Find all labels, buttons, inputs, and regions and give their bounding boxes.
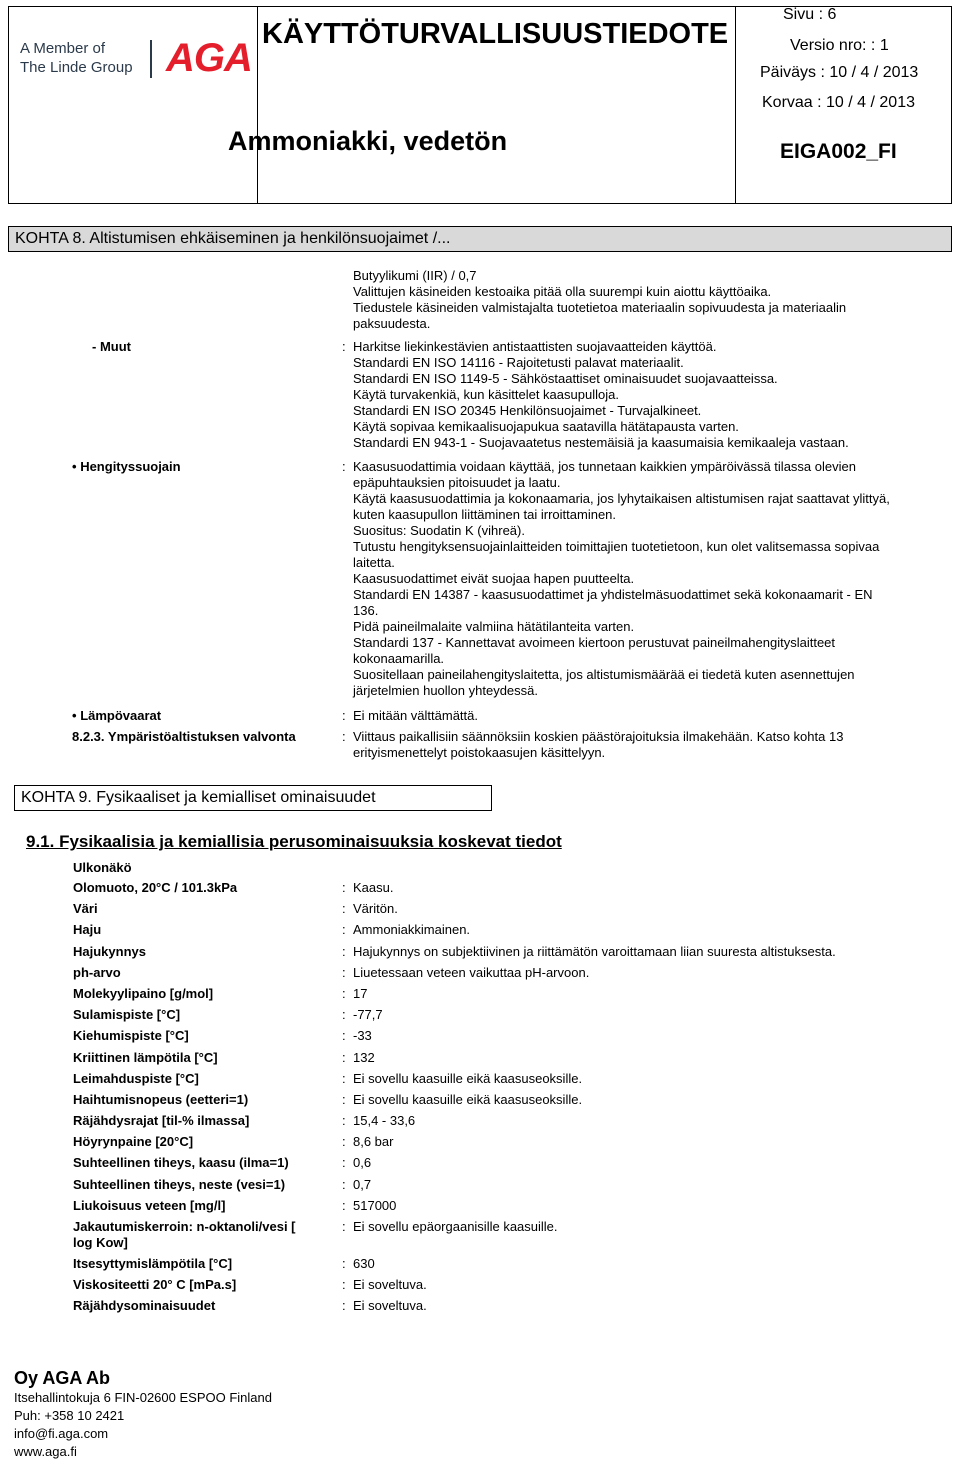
property-label: Väri — [73, 901, 98, 917]
property-label: Haihtumisnopeus (eetteri=1) — [73, 1091, 249, 1107]
thermal-hazards-label: • Lämpövaarat — [72, 708, 162, 723]
table-row — [73, 1092, 943, 1113]
property-value: 517000 — [353, 1197, 397, 1213]
text-line: paksuudesta. — [353, 316, 431, 331]
text-line: laitetta. — [353, 555, 395, 570]
section-9-heading: KOHTA 9. Fysikaaliset ja kemialliset ominaisuudet — [14, 785, 492, 811]
respiratory-label: • Hengityssuojain — [72, 459, 181, 474]
text-line: Pidä paineilmalaite valmiina hätätilanteita varten. — [353, 619, 635, 634]
property-value: Ei sovellu kaasuille eikä kaasuseoksille. — [353, 1070, 583, 1086]
colon: : — [342, 1113, 346, 1129]
colon: : — [342, 459, 346, 474]
header-divider — [735, 7, 736, 203]
property-value: 8,6 bar — [353, 1134, 394, 1150]
property-value: Kaasu. — [353, 880, 394, 895]
table-row — [73, 1256, 943, 1277]
property-label: Molekyylipaino [g/mol] — [73, 985, 214, 1001]
property-label: Suhteellinen tiheys, neste (vesi=1) — [73, 1176, 286, 1192]
colon: : — [342, 922, 346, 938]
document-code: EIGA002_FI — [780, 140, 897, 163]
version-number: Versio nro: : 1 — [790, 37, 889, 54]
colon: : — [342, 729, 346, 744]
table-row — [73, 1298, 943, 1319]
colon: : — [342, 339, 346, 354]
text-line: erityismenettelyt poistokaasujen käsittelyyn. — [353, 745, 606, 760]
table-row — [73, 1219, 943, 1256]
table-row — [73, 922, 943, 943]
property-label: Haju — [73, 922, 102, 938]
property-value: 15,4 - 33,6 — [353, 1113, 416, 1129]
text-line: Käytä turvakenkiä, kun käsittelet kaasupulloja. — [353, 387, 619, 402]
text-line: Standardi EN ISO 14116 - Rajoitetusti palavat materiaalit. — [353, 355, 684, 370]
colon: : — [342, 1028, 346, 1044]
colon: : — [342, 985, 346, 1001]
property-value: 630 — [353, 1256, 375, 1271]
colon: : — [342, 1134, 346, 1150]
environmental-exposure-label: 8.2.3. Ympäristöaltistuksen valvonta — [72, 729, 296, 744]
header-divider — [257, 7, 258, 203]
bullet-icon: • — [72, 708, 77, 723]
text-line: Tiedustele käsineiden valmistajalta tuotetietoa materiaalin sopivuudesta ja materiaalin — [353, 300, 847, 315]
text-line: Standardi EN ISO 1149-5 - Sähköstaattiset ominaisuudet suojavaatteissa. — [353, 371, 778, 386]
text-line: Valittujen käsineiden kestoaika pitää olla suurempi kuin aiottu käyttöaika. — [353, 284, 772, 299]
table-row — [73, 1007, 943, 1028]
property-value: Ei sovellu epäorgaanisille kaasuille. — [353, 1219, 558, 1234]
property-label: Itsesyttymislämpötila [°C] — [73, 1256, 233, 1271]
thermal-hazards-value: Ei mitään välttämättä. — [353, 708, 478, 723]
gloves-continued — [353, 268, 846, 332]
property-label: Leimahduspiste [°C] — [73, 1070, 199, 1086]
footer-website[interactable]: www.aga.fi — [14, 1444, 77, 1459]
property-value: Ammoniakkimainen. — [353, 922, 471, 938]
property-value: Ei sovellu kaasuille eikä kaasuseoksille. — [353, 1091, 583, 1107]
property-label: Höyrynpaine [20°C] — [73, 1134, 194, 1150]
property-label: Kiehumispiste [°C] — [73, 1028, 189, 1044]
section-8-heading: KOHTA 8. Altistumisen ehkäiseminen ja henkilönsuojaimet /... — [8, 226, 952, 252]
replaces-date: Korvaa : 10 / 4 / 2013 — [762, 94, 915, 111]
table-row — [73, 1113, 943, 1134]
colon: : — [342, 1007, 346, 1023]
text-line: Harkitse liekinkestävien antistaattisten suojavaatteiden käyttöä. — [353, 339, 717, 354]
footer-phone: Puh: +358 10 2421 — [14, 1408, 125, 1423]
property-value: 132 — [353, 1049, 375, 1065]
colon: : — [342, 1155, 346, 1171]
colon: : — [342, 1256, 346, 1271]
appearance-heading: Ulkonäkö — [73, 860, 132, 875]
text-line: Standardi 137 - Kannettavat avoimeen kiertoon perustuvat paineilmahengityslaitteet — [353, 635, 836, 650]
colon: : — [342, 1176, 346, 1192]
property-label: Kriittinen lämpötila [°C] — [73, 1049, 218, 1065]
property-value: Ei soveltuva. — [353, 1277, 427, 1293]
table-row — [73, 965, 943, 986]
property-label: Jakautumiskerroin: n-oktanoli/vesi [ — [73, 1219, 296, 1234]
property-label: Sulamispiste [°C] — [73, 1007, 181, 1023]
property-value: -77,7 — [353, 1007, 383, 1023]
aga-logo: AGA — [166, 36, 252, 80]
table-row — [73, 1277, 943, 1298]
table-row — [73, 986, 943, 1007]
property-value: Ei soveltuva. — [353, 1298, 427, 1314]
respiratory-text — [353, 459, 890, 699]
document-title: KÄYTTÖTURVALLISUUSTIEDOTE — [262, 18, 729, 50]
text-line: kokonaamarilla. — [353, 651, 445, 666]
product-name: Ammoniakki, vedetön — [228, 126, 508, 156]
text-line: Standardi EN 943-1 - Suojavaatetus nestemäisiä ja kaasumaisia kemikaaleja vastaan. — [353, 435, 849, 450]
table-row — [73, 1177, 943, 1198]
text-line: 136. — [353, 603, 379, 618]
table-row — [73, 880, 943, 901]
text-line: Tutustu hengityksensuojainlaitteiden toimittajien tuotetietoon, kun olet valitsemassa sopivaa — [353, 539, 880, 554]
text-line: Suositellaan paineilahengityslaitetta, jos altistumismäärää ei tiedetä kuten asennettujen — [353, 667, 855, 682]
text-line: järjetelmien huollon yhteydessä. — [353, 683, 538, 698]
text-line: Käytä sopivaa kemikaalisuojapukua saatavilla hätätapausta varten. — [353, 419, 739, 434]
text-line: Standardi EN 14387 - kaasusuodattimet ja yhdistelmäsuodattimet sekä kokonaamarit - EN — [353, 587, 873, 602]
other-protection-text — [353, 339, 849, 451]
property-label: Olomuoto, 20°C / 101.3kPa — [73, 880, 238, 895]
table-row — [73, 1134, 943, 1155]
table-row — [73, 901, 943, 922]
property-label: Viskositeetti 20° C [mPa.s] — [73, 1277, 237, 1293]
other-protection-label: - Muut — [92, 339, 131, 354]
colon: : — [342, 1277, 346, 1293]
issue-date: Päiväys : 10 / 4 / 2013 — [760, 64, 919, 81]
property-value: -33 — [353, 1028, 372, 1044]
table-row — [73, 1198, 943, 1219]
text-line: Suositus: Suodatin K (vihreä). — [353, 523, 525, 538]
footer-email[interactable]: info@fi.aga.com — [14, 1426, 109, 1441]
environmental-exposure-text — [353, 729, 843, 761]
footer-address: Itsehallintokuja 6 FIN-02600 ESPOO Finland — [14, 1390, 272, 1405]
property-label: ph-arvo — [73, 964, 121, 980]
colon: : — [342, 1049, 346, 1065]
property-label: Hajukynnys — [73, 943, 146, 959]
text-line: epäpuhtauksien pitoisuudet ja laatu. — [353, 475, 561, 490]
property-label: Suhteellinen tiheys, kaasu (ilma=1) — [73, 1155, 289, 1171]
table-row — [73, 944, 943, 965]
table-row — [73, 1028, 943, 1049]
text-line: Kaasusuodattimet eivät suojaa hapen puutteelta. — [353, 571, 635, 586]
logo-separator — [150, 40, 152, 78]
text-line: Butyylikumi (IIR) / 0,7 — [353, 268, 477, 283]
subsection-9-1-title: 9.1. Fysikaalisia ja kemiallisia perusominaisuuksia koskevat tiedot — [26, 832, 562, 851]
text-line: kuten kaasupullon liittäminen tai irroittaminen. — [353, 507, 617, 522]
property-value: 0,7 — [353, 1176, 372, 1192]
text-line: Kaasusuodattimia voidaan käyttää, jos tunnetaan kaikkien ympäröivässä tilassa olevien — [353, 459, 856, 474]
property-value: Hajukynnys on subjektiivinen ja riittämätön varoittamaan liian suuresta altistuksesta. — [353, 943, 836, 959]
colon: : — [342, 964, 346, 980]
property-label: Räjähdysominaisuudet — [73, 1298, 216, 1314]
linde-member-logo: A Member of The Linde Group — [20, 40, 133, 76]
table-row — [73, 1071, 943, 1092]
colon: : — [342, 880, 346, 895]
colon: : — [342, 708, 346, 723]
colon: : — [342, 1091, 346, 1107]
table-row — [73, 1155, 943, 1176]
property-value: Väritön. — [353, 901, 398, 917]
footer-company: Oy AGA Ab — [14, 1368, 111, 1388]
colon: : — [342, 1298, 346, 1314]
colon: : — [342, 901, 346, 917]
property-value: Liuetessaan veteen vaikuttaa pH-arvoon. — [353, 964, 590, 980]
text-line: Viittaus paikallisiin säännöksiin koskien päästörajoituksia ilmakehään. Katso kohta 13 — [353, 729, 844, 744]
colon: : — [342, 943, 346, 959]
property-label: Räjähdysrajat [til-% ilmassa] — [73, 1113, 250, 1129]
text-line: Standardi EN ISO 20345 Henkilönsuojaimet - Turvajalkineet. — [353, 403, 702, 418]
colon: : — [342, 1219, 346, 1234]
bullet-icon: • — [72, 459, 77, 474]
text-line: Käytä kaasusuodattimia ja kokonaamaria, jos lyhytaikaisen altistumisen rajat saattavat ylittyä, — [353, 491, 890, 506]
properties-table — [73, 880, 943, 1320]
property-value: 0,6 — [353, 1155, 372, 1171]
property-value: 17 — [353, 985, 368, 1001]
page-number: Sivu : 6 — [783, 6, 837, 23]
colon: : — [342, 1070, 346, 1086]
property-label: log Kow] — [73, 1235, 128, 1250]
colon: : — [342, 1197, 346, 1213]
table-row — [73, 1050, 943, 1071]
property-label: Liukoisuus veteen [mg/l] — [73, 1197, 226, 1213]
